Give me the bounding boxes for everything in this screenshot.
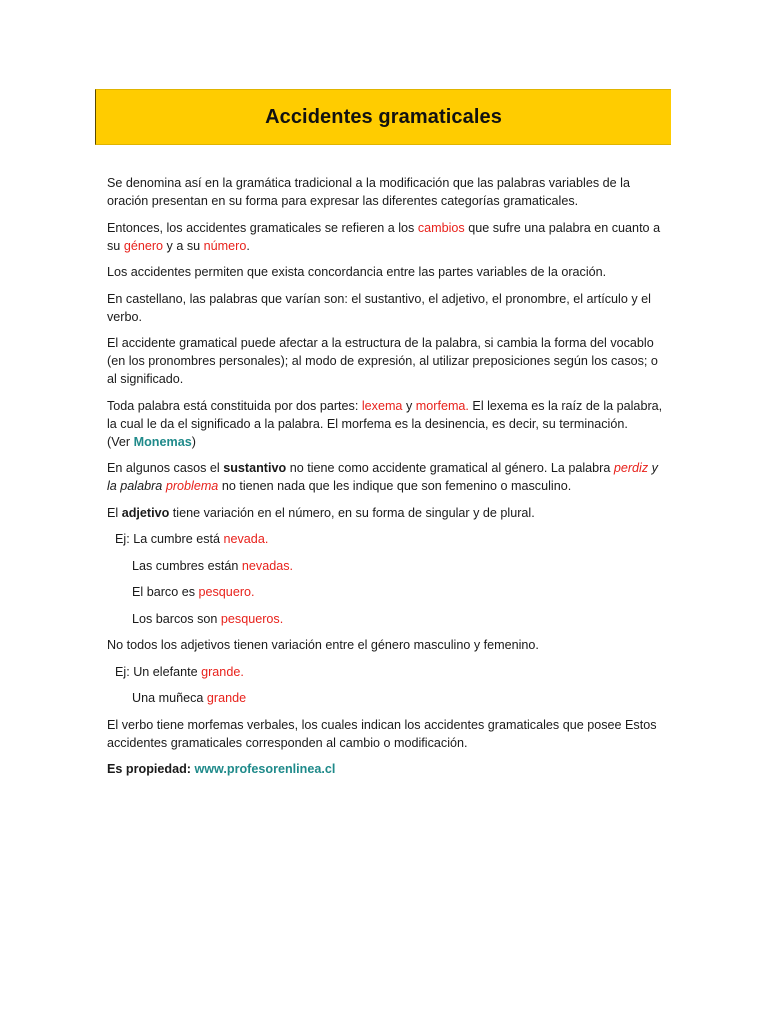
highlight-problema: problema (165, 479, 219, 493)
paragraph-definition: Se denomina así en la gramática tradicional a la modificación que las palabras variables de la oración presentan en su forma para expresar las diferentes categorías gramaticales. (107, 176, 630, 208)
title-banner (95, 89, 671, 145)
paragraph-adjetivo: El adjetivo tiene variación en el número, en su forma de singular y de plural. (107, 505, 535, 520)
paragraph-genero: No todos los adjetivos tienen variación entre el género masculino y femenino. (107, 638, 539, 652)
paragraph-verbo: El verbo tiene morfemas verbales, los cuales indican los accidentes gramaticales que posee Estos accidentes gramaticales corresponden al cambio o modificación. (107, 717, 657, 750)
footer-credit (107, 760, 669, 778)
document-body (107, 174, 669, 787)
example-line: El barco es pesquero. (132, 585, 255, 599)
paragraph-estructura: El accidente gramatical puede afectar a la estructura de la palabra, si cambia la forma del vocablo (en los pronombres personales); al modo de expresión, al utilizar preposiciones según los casos; o al significado. (107, 336, 658, 386)
example-line: Una muñeca grande (132, 691, 247, 705)
website-link[interactable]: www.profesorenlinea.cl (194, 762, 336, 776)
monemas-link[interactable]: Monemas (133, 434, 192, 449)
highlight-genero: género (123, 238, 164, 253)
paragraph-castellano: En castellano, las palabras que varían son: el sustantivo, el adjetivo, el pronombre, el artículo y el verbo. (107, 291, 651, 324)
paragraph-sustantivo: En algunos casos el sustantivo no tiene como accidente gramatical al género. La palabra perdiz y la palabra problema no tienen nada que les indique que son femenino o masculino. (107, 461, 658, 493)
bold-adjetivo: adjetivo (121, 505, 170, 520)
page-title: Accidentes gramaticales (265, 105, 502, 128)
highlight-numero: número (203, 238, 247, 253)
highlight-cambios: cambios (417, 220, 465, 235)
example-line: Ej: La cumbre está nevada. (115, 532, 269, 546)
paragraph-lexema-morfema: Toda palabra está constituida por dos partes: lexema y morfema. El lexema es la raíz de la palabra, la cual le da el significado a la palabra. El morfema es la desinencia, es decir, su terminación. (Ver Monemas) (107, 398, 663, 449)
bold-sustantivo: sustantivo (223, 461, 287, 475)
highlight-lexema: lexema (361, 398, 403, 413)
footer-label: Es propiedad: (107, 762, 195, 776)
paragraph-cambios: Entonces, los accidentes gramaticales se refieren a los cambios que sufre una palabra en cuanto a su género y a su número. (107, 220, 661, 253)
example-line: Ej: Un elefante grande. (115, 664, 244, 679)
highlight-perdiz: perdiz (613, 461, 649, 475)
example-line: Las cumbres están nevadas. (132, 558, 294, 573)
paragraph-concordancia: Los accidentes permiten que exista concordancia entre las partes variables de la oración. (107, 265, 607, 279)
example-line: Los barcos son pesqueros. (132, 611, 284, 626)
highlight-morfema: morfema. (415, 398, 469, 413)
